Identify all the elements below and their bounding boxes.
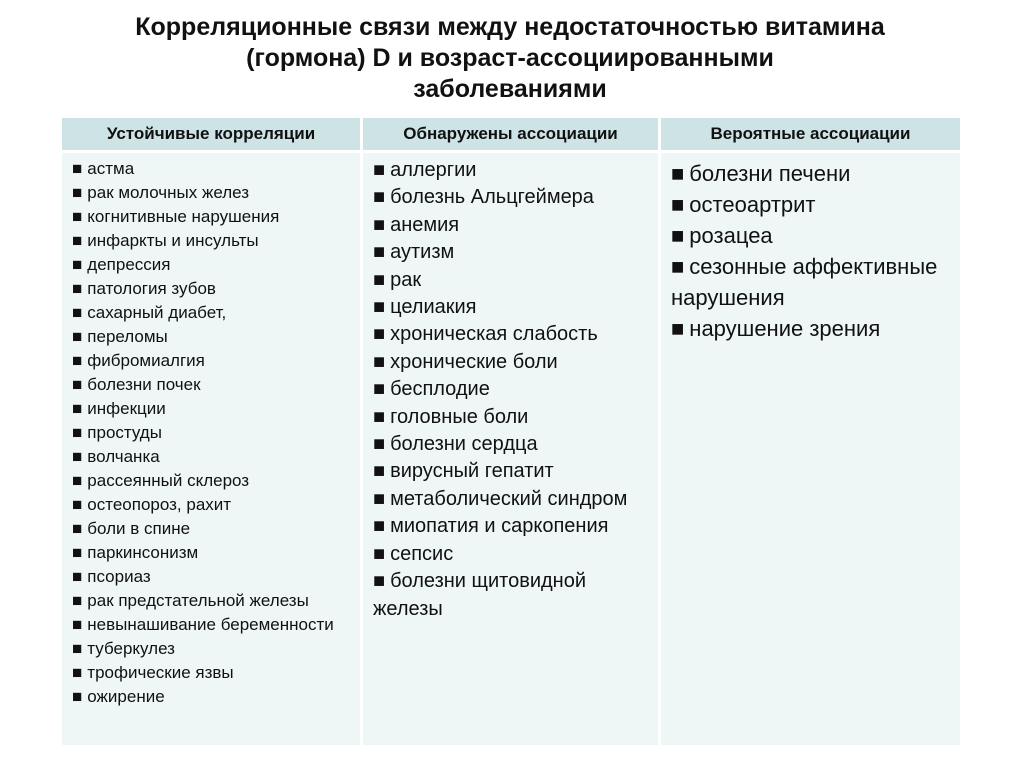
list-item: [373, 294, 658, 321]
column-probable-associations: [661, 150, 960, 745]
list-item: [373, 568, 658, 623]
bullet-icon: ■: [72, 159, 83, 178]
list-item: [72, 421, 360, 445]
item-text: патология зубов: [87, 279, 216, 298]
bullet-icon: ■: [373, 542, 386, 565]
list-item: [373, 184, 658, 211]
item-text: инфаркты и инсульты: [87, 231, 259, 250]
header-stable-correlations: Устойчивые корреляции: [62, 118, 360, 150]
list-item: [72, 445, 360, 469]
bullet-icon: ■: [72, 447, 83, 466]
item-text: нарушение зрения: [689, 316, 881, 341]
item-text: псориаз: [87, 567, 151, 586]
item-text: головные боли: [390, 405, 529, 428]
list-item: [373, 212, 658, 239]
list-item: [373, 458, 658, 485]
bullet-icon: ■: [72, 327, 83, 346]
item-text: простуды: [87, 423, 162, 442]
list-item: [373, 321, 658, 348]
item-text: бесплодие: [390, 378, 490, 401]
item-text: метаболический синдром: [390, 487, 628, 510]
list-item: [72, 397, 360, 421]
bullet-icon: ■: [72, 615, 83, 634]
item-text: депрессия: [87, 255, 171, 274]
bullet-icon: ■: [72, 591, 83, 610]
list-item: [671, 251, 960, 313]
list-item: [72, 613, 360, 637]
bullet-icon: ■: [72, 687, 83, 706]
column-stable-correlations: [62, 150, 360, 745]
item-text: астма: [87, 159, 135, 178]
item-text: аллергии: [390, 159, 477, 181]
item-text: хронические боли: [390, 350, 558, 373]
item-text: ожирение: [87, 687, 165, 706]
title-line-3: заболеваниями: [413, 75, 607, 103]
list-item: [72, 229, 360, 253]
item-text: болезни почек: [87, 375, 201, 394]
bullet-icon: ■: [671, 316, 685, 341]
item-text: волчанка: [87, 447, 160, 466]
bullet-icon: ■: [671, 254, 685, 279]
list-item: [72, 565, 360, 589]
bullet-icon: ■: [373, 570, 386, 593]
item-text: сепсис: [390, 542, 454, 565]
item-text: остеопороз, рахит: [87, 495, 232, 514]
bullet-icon: ■: [373, 213, 386, 236]
bullet-icon: ■: [72, 231, 83, 250]
bullet-icon: ■: [72, 279, 83, 298]
list-item: [373, 349, 658, 376]
list-item: [373, 404, 658, 431]
list-item: [72, 541, 360, 565]
item-text: трофические язвы: [87, 663, 234, 682]
item-text: рак: [390, 268, 422, 291]
item-text: болезни щитовидной железы: [373, 570, 587, 620]
list-item: [72, 685, 360, 709]
item-text: миопатия и саркопения: [390, 515, 609, 538]
title-line-2: (гормона) D и возраст-ассоциированными: [246, 44, 774, 72]
column-found-associations: [363, 150, 658, 745]
item-text: переломы: [87, 327, 168, 346]
bullet-icon: ■: [72, 183, 83, 202]
bullet-icon: ■: [373, 296, 386, 319]
item-text: розацеа: [689, 223, 773, 248]
bullet-icon: ■: [373, 159, 386, 181]
list-item: [72, 589, 360, 613]
list-item: [72, 349, 360, 373]
list-item: [373, 157, 658, 184]
header-probable-associations: Вероятные ассоциации: [661, 118, 960, 150]
list-item: [72, 301, 360, 325]
bullet-icon: ■: [373, 241, 386, 264]
list-item: [373, 486, 658, 513]
bullet-icon: ■: [72, 255, 83, 274]
item-text: остеоартрит: [689, 192, 816, 217]
bullet-icon: ■: [373, 350, 386, 373]
bullet-icon: ■: [72, 663, 83, 682]
list-item: [671, 220, 960, 251]
bullet-icon: ■: [72, 351, 83, 370]
item-list: [373, 157, 658, 623]
list-item: [72, 373, 360, 397]
bullet-icon: ■: [72, 375, 83, 394]
bullet-icon: ■: [72, 303, 83, 322]
item-text: болезни сердца: [390, 433, 538, 456]
bullet-icon: ■: [671, 192, 685, 217]
item-list: [72, 157, 360, 709]
item-text: рак молочных желез: [87, 183, 250, 202]
list-item: [72, 181, 360, 205]
item-text: боли в спине: [87, 519, 191, 538]
bullet-icon: ■: [72, 207, 83, 226]
bullet-icon: ■: [72, 639, 83, 658]
list-item: [373, 431, 658, 458]
list-item: [373, 541, 658, 568]
list-item: [72, 157, 360, 181]
bullet-icon: ■: [373, 186, 386, 209]
list-item: [72, 253, 360, 277]
item-text: болезни печени: [689, 161, 851, 186]
list-item: [72, 277, 360, 301]
item-text: туберкулез: [87, 639, 175, 658]
item-text: вирусный гепатит: [390, 460, 554, 483]
list-item: [72, 661, 360, 685]
list-item: [72, 517, 360, 541]
item-text: сезонные аффективные нарушения: [671, 254, 938, 310]
bullet-icon: ■: [373, 487, 386, 510]
bullet-icon: ■: [671, 161, 685, 186]
list-item: [72, 205, 360, 229]
list-item: [671, 313, 960, 344]
item-text: анемия: [390, 213, 460, 236]
bullet-icon: ■: [72, 423, 83, 442]
bullet-icon: ■: [72, 519, 83, 538]
item-text: невынашивание беременности: [87, 615, 334, 634]
list-item: [373, 513, 658, 540]
item-text: рассеянный склероз: [87, 471, 250, 490]
bullet-icon: ■: [72, 543, 83, 562]
item-text: паркинсонизм: [87, 543, 199, 562]
bullet-icon: ■: [72, 495, 83, 514]
item-text: сахарный диабет,: [87, 303, 227, 322]
list-item: [72, 469, 360, 493]
item-list: [671, 158, 960, 344]
page-title: [60, 12, 960, 105]
item-text: аутизм: [390, 241, 455, 264]
item-text: болезнь Альцгеймера: [390, 186, 594, 209]
item-text: фибромиалгия: [87, 351, 205, 370]
bullet-icon: ■: [72, 399, 83, 418]
bullet-icon: ■: [373, 323, 386, 346]
item-text: рак предстательной железы: [87, 591, 309, 610]
list-item: [72, 493, 360, 517]
list-item: [72, 637, 360, 661]
comparison-table: [62, 118, 960, 745]
item-text: хроническая слабость: [390, 323, 598, 346]
bullet-icon: ■: [671, 223, 685, 248]
header-found-associations: Обнаружены ассоциации: [363, 118, 658, 150]
list-item: [72, 325, 360, 349]
bullet-icon: ■: [373, 515, 386, 538]
item-text: целиакия: [390, 296, 477, 319]
list-item: [373, 239, 658, 266]
list-item: [671, 189, 960, 220]
list-item: [373, 267, 658, 294]
bullet-icon: ■: [373, 268, 386, 291]
item-text: инфекции: [87, 399, 166, 418]
bullet-icon: ■: [373, 460, 386, 483]
list-item: [671, 158, 960, 189]
bullet-icon: ■: [373, 433, 386, 456]
bullet-icon: ■: [72, 471, 83, 490]
bullet-icon: ■: [373, 405, 386, 428]
list-item: [373, 376, 658, 403]
item-text: когнитивные нарушения: [87, 207, 280, 226]
title-line-1: Корреляционные связи между недостаточностью витамина: [135, 13, 885, 41]
bullet-icon: ■: [72, 567, 83, 586]
bullet-icon: ■: [373, 378, 386, 401]
